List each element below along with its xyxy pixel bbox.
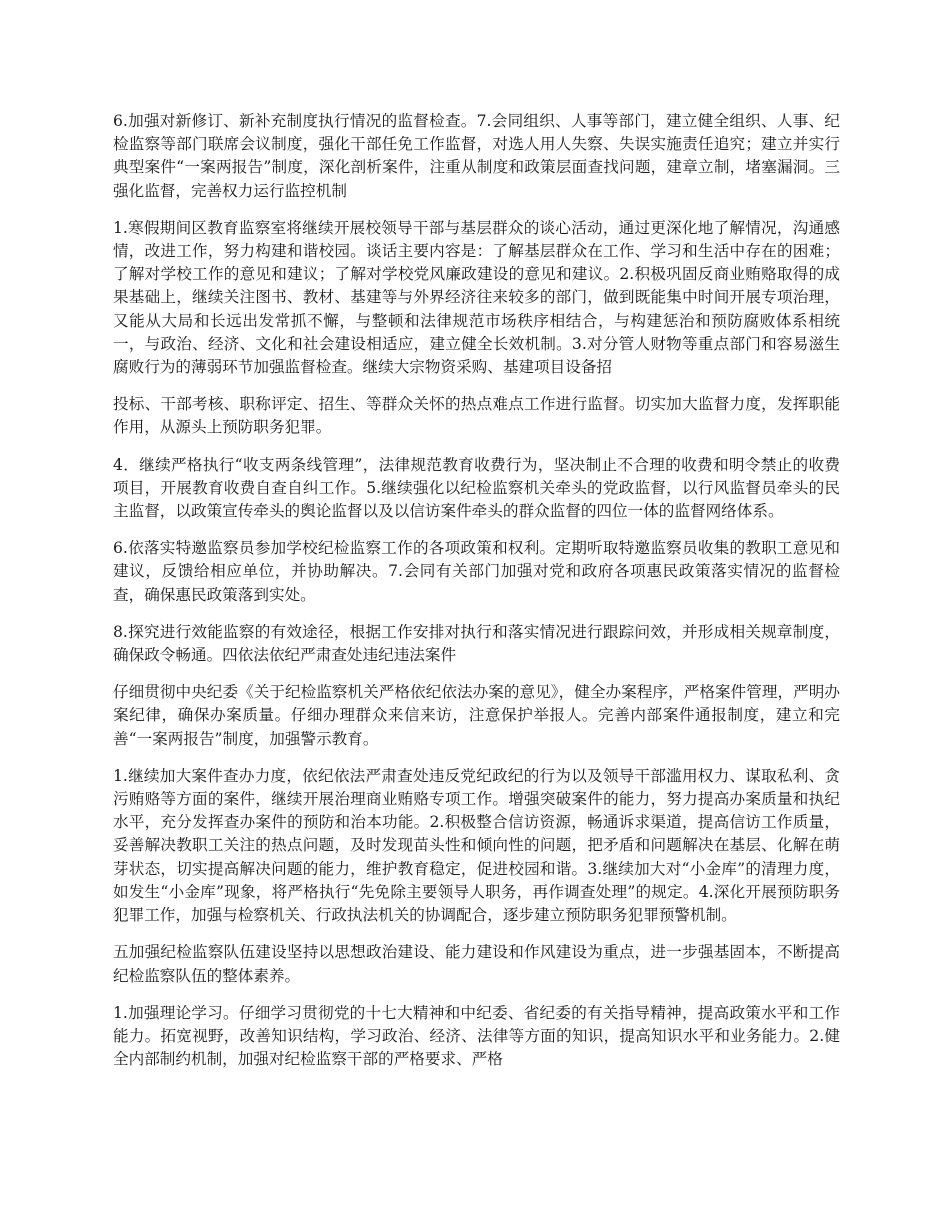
paragraph-1: 6.加强对新修订、新补充制度执行情况的监督检查。7.会同组织、人事等部门，建立健全组织、人事、纪检监察等部门联席会议制度，强化干部任免工作监督，对选人用人失察、失误实施责任追究；建立并实行典型案件“一案两报告”制度，深化剖析案件，注重从制度和政策层面查找问题，建章立制，堵塞漏洞。三强化监督，完善权力运行监控机制: [113, 112, 840, 200]
paragraph-10: 1.加强理论学习。仔细学习贯彻党的十七大精神和中纪委、省纪委的有关指导精神，提高政策水平和工作能力。拓宽视野，改善知识结构，学习政治、经济、法律等方面的知识，提高知识水平和业务能力。2.健全内部制约机制，加强对纪检监察干部的严格要求、严格: [113, 1003, 840, 1069]
document-page: [113, 110, 840, 1085]
paragraph-7: 仔细贯彻中央纪委《关于纪检监察机关严格依纪依法办案的意见》，健全办案程序，严格案件管理，严明办案纪律，确保办案质量。仔细办理群众来信来访，注意保护举报人。完善内部案件通报制度，建立和完善“一案两报告”制度，加强警示教育。: [113, 683, 840, 748]
paragraph-9: 五加强纪检监察队伍建设坚持以思想政治建设、能力建设和作风建设为重点，进一步强基固本，不断提高纪检监察队伍的整体素养。: [113, 943, 840, 985]
paragraph-4: 4．继续严格执行“收支两条线管理”，法律规范教育收费行为，坚决制止不合理的收费和明令禁止的收费项目，开展教育收费自查自纠工作。5.继续强化以纪检监察机关牵头的党政监督，以行风监督员牵头的民主监督，以政策宣传牵头的舆论监督以及以信访案件牵头的群众监督的四位一体的监督网络体系。: [113, 455, 840, 521]
paragraph-3: 投标、干部考核、职称评定、招生、等群众关怀的热点难点工作进行监督。切实加大监督力度，发挥职能作用，从源头上预防职务犯罪。: [113, 395, 840, 437]
paragraph-8: 1.继续加大案件查办力度，依纪依法严肃查处违反党纪政纪的行为以及领导干部滥用权力、谋取私利、贪污贿赂等方面的案件，继续开展治理商业贿赂专项工作。增强突破案件的能力，努力提高办案质量和执纪水平，充分发挥查办案件的预防和治本功能。2.积极整合信访资源，畅通诉求渠道，提高信访工作质量，妥善解决教职工关注的热点问题，及时发现苗头性和倾向性的问题，把矛盾和问题解决在基层、化解在萌芽状态，切实提高解决问题的能力，维护教育稳定，促进校园和谐。3.继续加大对“小金库”的清理力度，如发生“小金库”现象，将严格执行“先免除主要领导人职务，再作调查处理”的规定。4.深化开展预防职务犯罪工作，加强与检察机关、行政执法机关的协调配合，逐步建立预防职务犯罪预警机制。: [113, 766, 840, 925]
paragraph-5: 6.依落实特邀监察员参加学校纪检监察工作的各项政策和权利。定期听取特邀监察员收集的教职工意见和建议，反馈给相应单位，并协助解决。7.会同有关部门加强对党和政府各项惠民政策落实情况的监督检查，确保惠民政策落到实处。: [113, 539, 840, 604]
paragraph-2: 1.寒假期间区教育监察室将继续开展校领导干部与基层群众的谈心活动，通过更深化地了解情况，沟通感情，改进工作，努力构建和谐校园。谈话主要内容是：了解基层群众在工作、学习和生活中存在的困难；了解对学校工作的意见和建议；了解对学校党风廉政建设的意见和建议。2.积极巩固反商业贿赂取得的成果基础上，继续关注图书、教材、基建等与外界经济往来较多的部门，做到既能集中时间开展专项治理，又能从大局和长远出发常抓不懈，与整顿和法律规范市场秩序相结合，与构建惩治和预防腐败体系相统一，与政治、经济、文化和社会建设相适应，建立健全长效机制。3.对分管人财物等重点部门和容易滋生腐败行为的薄弱环节加强监督检查。继续大宗物资采购、基建项目设备招: [113, 218, 840, 377]
paragraph-6: 8.探究进行效能监察的有效途径，根据工作安排对执行和落实情况进行跟踪问效，并形成相关规章制度，确保政令畅通。四依法依纪严肃查处违纪违法案件: [113, 622, 840, 665]
